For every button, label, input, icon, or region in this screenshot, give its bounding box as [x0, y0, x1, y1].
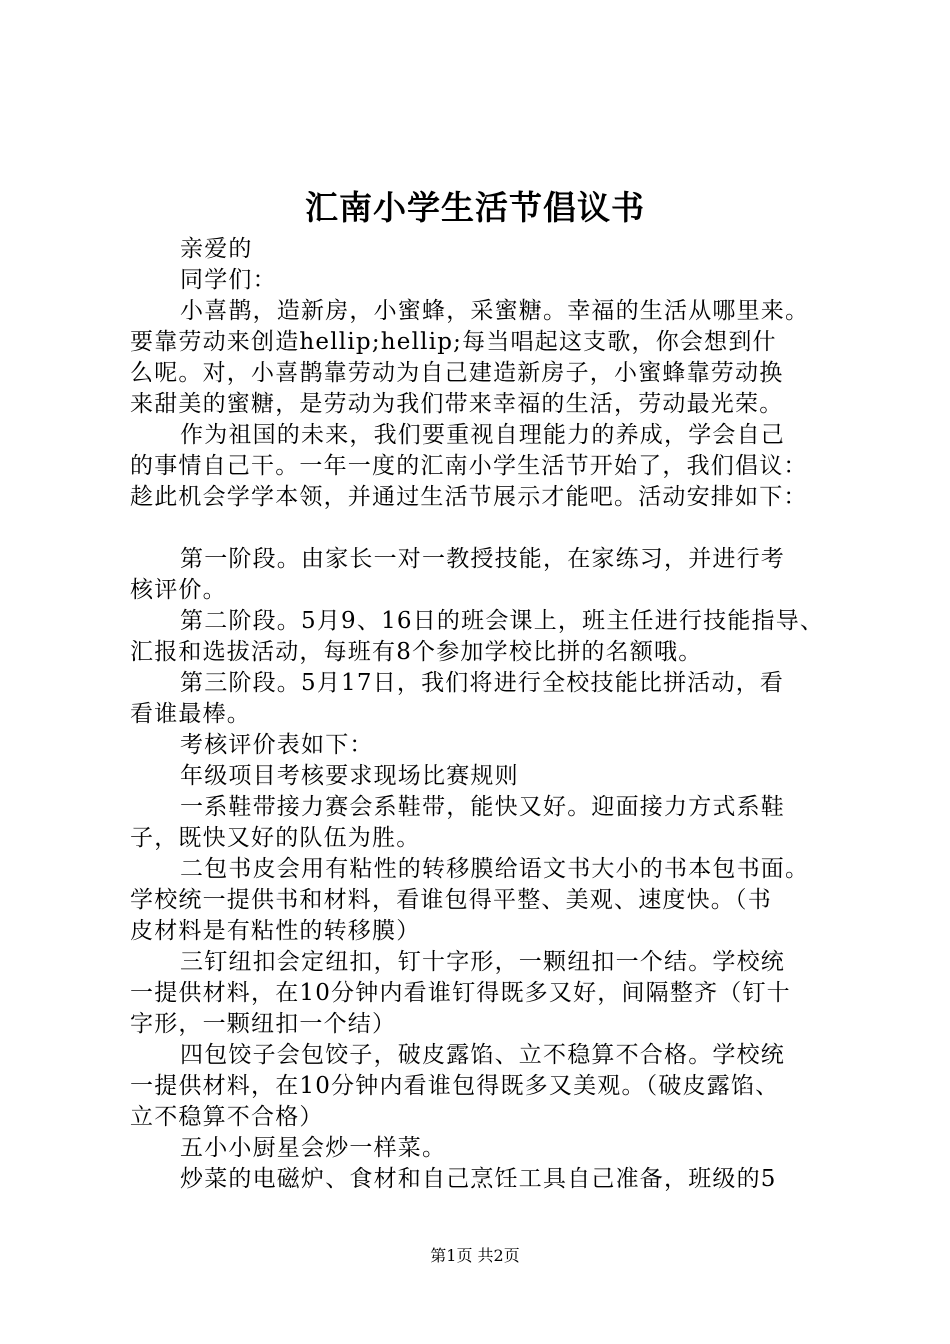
- paragraph-line: 么呢。对，小喜鹊靠劳动为自己建造新房子，小蜜蜂靠劳动换: [130, 360, 784, 386]
- item-button-line: 一提供材料，在10分钟内看谁钉得既多又好，间隔整齐（钉十: [130, 980, 791, 1006]
- stage-two-line: 汇报和选拔活动，每班有8个参加学校比拼的名额哦。: [130, 639, 703, 665]
- item-bookcover-line: 皮材料是有粘性的转移膜）: [130, 918, 421, 944]
- table-intro-line: 考核评价表如下：: [180, 732, 374, 758]
- item-button-line: 三钉纽扣会定纽扣，钉十字形，一颗纽扣一个结。学校统: [180, 949, 785, 975]
- item-shoelace-line: 一系鞋带接力赛会系鞋带，能快又好。迎面接力方式系鞋: [180, 794, 785, 820]
- salutation-line-1: 亲爱的: [180, 236, 253, 262]
- stage-three-line: 第三阶段。5月17日，我们将进行全校技能比拼活动，看: [180, 670, 785, 696]
- blank-line: [130, 513, 842, 544]
- stage-one-line: 第一阶段。由家长一对一教授技能，在家练习，并进行考: [180, 546, 785, 572]
- document-title: 汇南小学生活节倡议书: [305, 188, 645, 227]
- item-shoelace-line: 子，既快又好的队伍为胜。: [130, 825, 421, 851]
- item-dumpling-line: 四包饺子会包饺子，破皮露馅、立不稳算不合格。学校统: [180, 1042, 785, 1068]
- paragraph-line: 作为祖国的未来，我们要重视自理能力的养成，学会自己: [180, 422, 785, 448]
- item-button-line: 字形，一颗纽扣一个结）: [130, 1011, 397, 1037]
- paragraph-line: 的事情自己干。一年一度的汇南小学生活节开始了，我们倡议：: [130, 453, 808, 479]
- paragraph-line: 来甜美的蜜糖，是劳动为我们带来幸福的生活，劳动最光荣。: [130, 391, 784, 417]
- table-header-line: 年级项目考核要求现场比赛规则: [180, 763, 519, 789]
- paragraph-line: 要靠劳动来创造hellip;hellip;每当唱起这支歌，你会想到什: [130, 329, 777, 355]
- item-chef-line: 五小小厨星会炒一样菜。: [180, 1135, 447, 1161]
- item-dumpling-line: 立不稳算不合格）: [130, 1104, 324, 1130]
- stage-three-line: 看谁最棒。: [130, 701, 251, 727]
- item-chef-line: 炒菜的电磁炉、食材和自己烹饪工具自己准备，班级的5: [180, 1166, 777, 1192]
- salutation-line-2: 同学们：: [180, 267, 277, 293]
- item-bookcover-line: 二包书皮会用有粘性的转移膜给语文书大小的书本包书面。: [180, 856, 810, 882]
- item-dumpling-line: 一提供材料，在10分钟内看谁包得既多又美观。（破皮露馅、: [130, 1073, 780, 1099]
- stage-one-line: 核评价。: [130, 577, 227, 603]
- stage-two-line: 第二阶段。5月9、16日的班会课上，班主任进行技能指导、: [180, 608, 825, 634]
- paragraph-line: 趁此机会学学本领，并通过生活节展示才能吧。活动安排如下：: [130, 484, 808, 510]
- paragraph-line: 小喜鹊，造新房，小蜜蜂，采蜜糖。幸福的生活从哪里来。: [180, 298, 810, 324]
- item-bookcover-line: 学校统一提供书和材料，看谁包得平整、美观、速度快。（书: [130, 887, 772, 913]
- document-body: [130, 234, 842, 1195]
- page-footer: 第1页 共2页: [430, 1246, 520, 1265]
